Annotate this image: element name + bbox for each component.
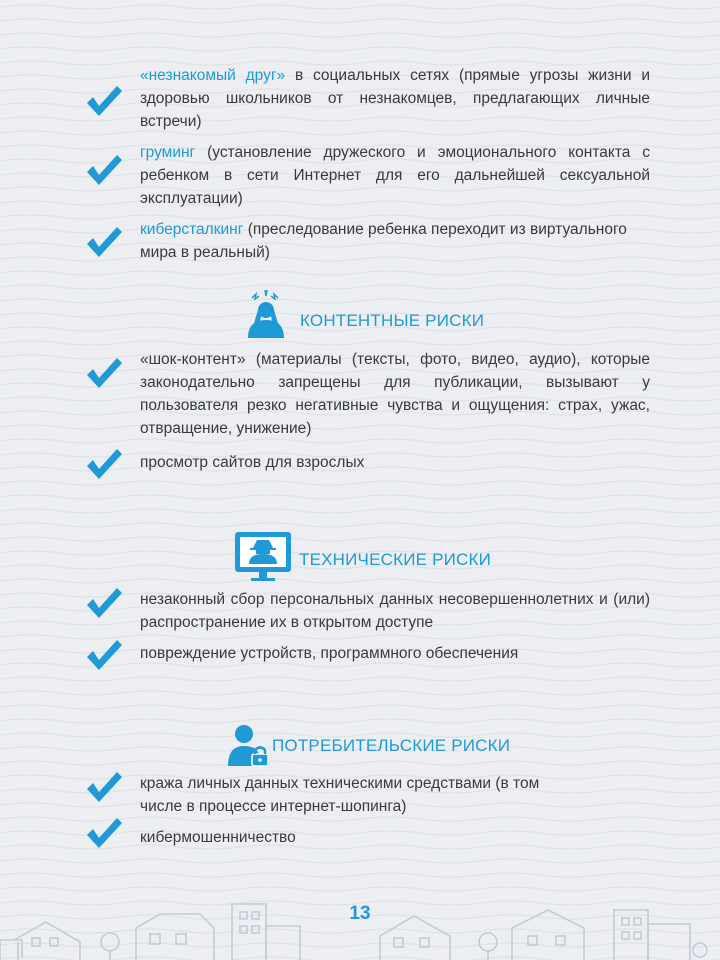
section-title: КОНТЕНТНЫЕ РИСКИ bbox=[300, 311, 485, 330]
check-icon bbox=[84, 814, 124, 854]
risk-keyword: груминг bbox=[140, 144, 196, 161]
risk-text: «незнакомый друг» в социальных сетях (прямые угрозы жизни и здоровью школьников от незнакомцев, предлагающих личные встречи) bbox=[140, 67, 650, 130]
check-icon bbox=[84, 151, 124, 191]
monitor-hacker-icon bbox=[233, 530, 293, 584]
page-number: 13 bbox=[349, 903, 371, 924]
risk-text: «шок-контент» (материалы (тексты, фото, видео, аудио), которые законодательно запрещены для публикации, вызывают у пользователя резко негативные чувства и ощущения: страх, ужас, отвращение, унижение) bbox=[140, 351, 650, 437]
risk-keyword: киберсталкинг bbox=[140, 221, 244, 238]
section-technical-risks bbox=[233, 530, 491, 584]
section-content-risks bbox=[236, 290, 484, 338]
risk-text: кража личных данных техническими средствами (в том числе в процессе интернет-шопинга) bbox=[140, 775, 540, 815]
check-icon bbox=[84, 82, 124, 122]
risk-keyword: «незнакомый друг» bbox=[140, 67, 286, 84]
risk-text: груминг (установление дружеского и эмоционального контакта с ребенком в сети Интернет для его дальнейшей сексуальной эксплуатации) bbox=[140, 144, 650, 207]
check-icon bbox=[84, 354, 124, 394]
check-icon bbox=[84, 223, 124, 263]
section-title: ТЕХНИЧЕСКИЕ РИСКИ bbox=[299, 550, 492, 569]
section-title: ПОТРЕБИТЕЛЬСКИЕ РИСКИ bbox=[272, 736, 511, 755]
risk-text: кибермошенничество bbox=[140, 829, 296, 846]
user-lock-icon bbox=[226, 724, 270, 768]
check-icon bbox=[84, 584, 124, 624]
stressed-person-icon bbox=[236, 290, 296, 338]
risk-text: незаконный сбор персональных данных несовершеннолетних и (или) распространение их в открытом доступе bbox=[140, 591, 650, 631]
check-icon bbox=[84, 636, 124, 676]
section-consumer-risks bbox=[226, 724, 510, 768]
risk-text: просмотр сайтов для взрослых bbox=[140, 454, 365, 471]
check-icon bbox=[84, 768, 124, 808]
risk-text: повреждение устройств, программного обеспечения bbox=[140, 645, 519, 662]
risk-text: киберсталкинг (преследование ребенка переходит из виртуального мира в реальный) bbox=[140, 221, 627, 261]
check-icon bbox=[84, 445, 124, 485]
